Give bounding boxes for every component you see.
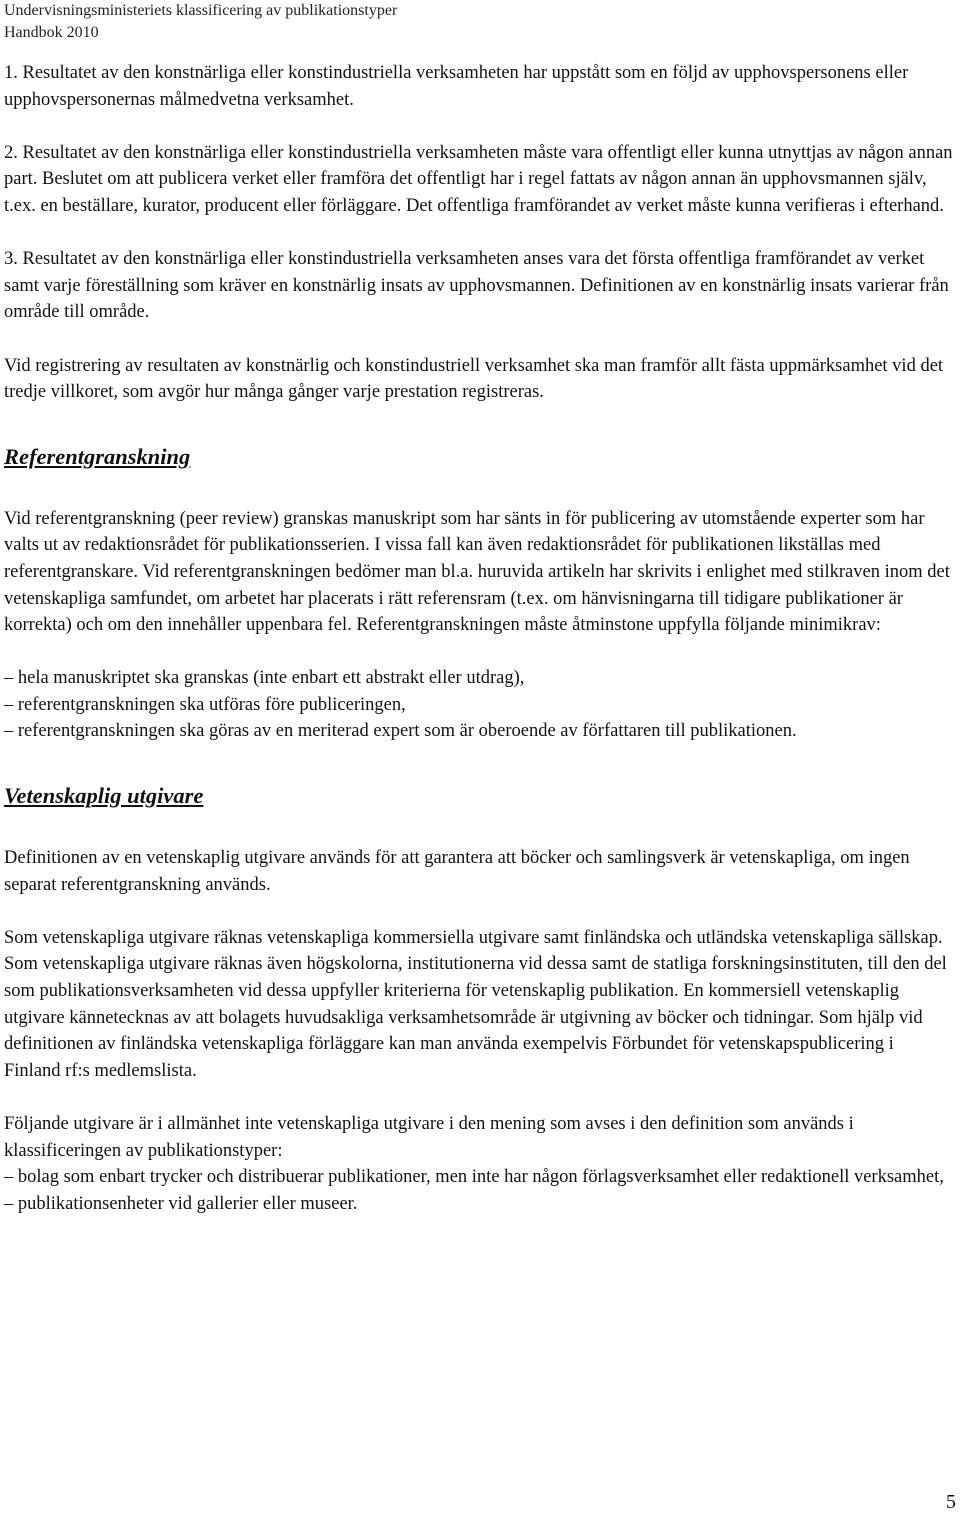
heading-referentgranskning: Referentgranskning bbox=[4, 443, 191, 469]
criterion-2: 2. Resultatet av den konstnärliga eller konstindustriella verksamheten måste vara offentligt eller kunna utnyttjas av någon annan part. Beslutet om att publicera verket eller framföra det offentligt har i regel fattats av någon annan än upphovsmannen själv, t.ex. en beställare, kurator, producent eller förläggare. Det offentliga framförandet av verket måste kunna verifieras i efterhand. bbox=[4, 142, 953, 216]
header-subtitle: Handbok 2010 bbox=[4, 24, 99, 41]
page-header bbox=[4, 0, 397, 44]
page-number: 5 bbox=[946, 1491, 956, 1513]
referee-requirement-2: – referentgranskningen ska utföras före publiceringen, bbox=[4, 694, 406, 715]
publisher-exclusion-2: – publikationsenheter vid gallerier eller museer. bbox=[4, 1193, 358, 1214]
publisher-exclusions-intro: Följande utgivare är i allmänhet inte vetenskapliga utgivare i den mening som avses i den definition som används i klassificeringen av publikationstyper: bbox=[4, 1114, 854, 1161]
publisher-definition: Definitionen av en vetenskaplig utgivare används för att garantera att böcker och samlingsverk är vetenskapliga, om ingen separat referentgranskning används. bbox=[4, 848, 910, 895]
document-body bbox=[4, 60, 954, 1217]
registration-note: Vid registrering av resultaten av konstnärlig och konstindustriell verksamhet ska man framför allt fästa uppmärksamhet vid det tredje villkoret, som avgör hur många gånger varje prestation registreras. bbox=[4, 355, 944, 403]
header-title: Undervisningsministeriets klassificering av publikationstyper bbox=[4, 2, 398, 19]
publisher-scope: Som vetenskapliga utgivare räknas vetenskapliga kommersiella utgivare samt finländska och utländska vetenskapliga sällskap. Som vetenskapliga utgivare räknas även högskolorna, institutionerna vid dessa samt de statliga forskningsinstituten, till den del som publikationsverksamheten vid dessa uppfyller kriterierna för vetenskaplig publikation. En kommersiell vetenskaplig utgivare kännetecknas av att bolagets huvudsakliga verksamhetsområde är utgivning av böcker och tidningar. Som hjälp vid definitionen av finländska vetenskapliga förläggare kan man använda exempelvis Förbundet för vetenskapspublicering i Finland rf:s medlemslista. bbox=[4, 927, 947, 1081]
referee-requirement-1: – hela manuskriptet ska granskas (inte enbart ett abstrakt eller utdrag), bbox=[4, 668, 525, 689]
criterion-3: 3. Resultatet av den konstnärliga eller konstindustriella verksamheten anses vara det första offentliga framförandet av verket samt varje föreställning som kräver en konstnärlig insats av upphovsmannen. Definitionen av en konstnärlig insats varierar från område till område. bbox=[4, 249, 949, 323]
publisher-exclusion-1: – bolag som enbart trycker och distribuerar publikationer, men inte har någon förlagsverksamhet eller redaktionell verksamhet, bbox=[4, 1167, 944, 1188]
referee-requirement-3: – referentgranskningen ska göras av en meriterad expert som är oberoende av författaren till publikationen. bbox=[4, 721, 797, 742]
heading-vetenskaplig-utgivare: Vetenskaplig utgivare bbox=[4, 783, 204, 809]
criterion-1: 1. Resultatet av den konstnärliga eller konstindustriella verksamheten har uppstått som en följd av upphovspersonens eller upphovspersonernas målmedvetna verksamhet. bbox=[4, 63, 909, 110]
referee-intro: Vid referentgranskning (peer review) granskas manuskript som har sänts in för publicering av utomstående experter som har valts ut av redaktionsrådet för publikationsserien. I vissa fall kan även redaktionsrådet för publikationen likställas med referentgranskare. Vid referentgranskningen bedömer man bl.a. huruvida artikeln har skrivits i enlighet med stilkraven inom det vetenskapliga samfundet, om arbetet har placerats i rätt referensram (t.ex. om hänvisningarna till tidigare publikationer är korrekta) och om den innehåller uppenbara fel. Referentgranskningen måste åtminstone uppfylla följande minimikrav: bbox=[4, 508, 950, 636]
